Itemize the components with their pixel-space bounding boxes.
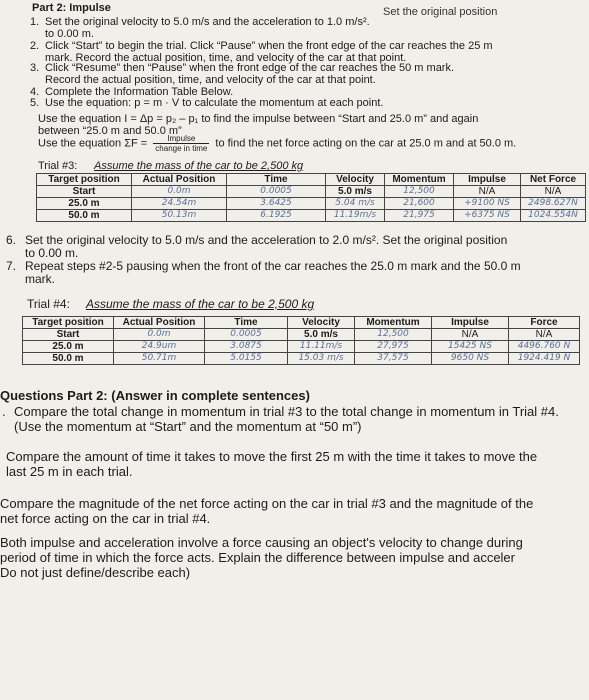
cell-target: Start [23,329,114,341]
force-equation-suffix: to find the net force acting on the car at 25.0 m and at 50.0 m. [215,137,517,150]
instruction-3-line1: Click “Resume” then “Pause” when the front edge of the car reaches the 50 m mark. [45,62,455,74]
cell-actual: 0.0m [114,329,205,341]
cell-impulse: N/A [454,186,521,198]
cell-impulse: 9650 NS [432,353,509,365]
step-7-line1: Repeat steps #2-5 pausing when the front of the car reaches the 25.0 m mark and the 50.0 m [25,259,521,273]
cell-actual: 24.9um [114,341,205,353]
cell-momentum: 37,575 [355,353,432,365]
cell-impulse: N/A [432,329,509,341]
question-2-line2: last 25 m in each trial. [6,464,133,479]
question-1-bullet: . [2,404,6,419]
impulse-equation-line1: Use the equation I = Δp = p₂ – p₁ to find the impulse between “Start and 25.0 m” and again [38,113,479,125]
cell-impulse: 15425 NS [432,341,509,353]
step-7-line2: mark. [25,272,55,286]
table-header-row [23,317,580,329]
cell-momentum: 21,600 [385,198,454,210]
instruction-2-line2: mark. Record the actual position, time, and velocity of the car at that point. [45,52,407,64]
cell-time: 3.6425 [227,198,326,210]
table-row [37,186,586,198]
header-right-text: Set the original position [383,6,498,18]
instruction-2-line1: Click “Start” to begin the trial. Click “Pause” when the front edge of the car reaches the 25 m [45,40,493,52]
cell-force: 4496.760 N [509,341,580,353]
cell-time: 0.0005 [227,186,326,198]
question-4-line3: Do not just define/describe each) [0,565,191,580]
header-net-force: Net Force [521,174,586,186]
instruction-1-line1: Set the original velocity to 5.0 m/s and the acceleration to 1.0 m/s². [45,16,370,28]
cell-momentum: 27,975 [355,341,432,353]
cell-momentum: 12,500 [355,329,432,341]
trial3-assume: Assume the mass of the car to be 2,500 kg [94,160,304,172]
cell-velocity: 5.04 m/s [326,198,385,210]
cell-actual: 24.54m [132,198,227,210]
instruction-3-line2: Record the actual position, time, and velocity of the car at that point. [45,74,376,86]
impulse-equation-line2: between “25.0 m and 50.0 m” [38,125,182,137]
cell-net-force: N/A [521,186,586,198]
cell-velocity: 11.19m/s [326,210,385,222]
cell-impulse: +9100 NS [454,198,521,210]
step-7-num: 7. [6,259,17,273]
cell-force: 1924.419 N [509,353,580,365]
header-momentum: Momentum [355,317,432,329]
instruction-1-line2: to 0.00 m. [45,28,94,40]
force-fraction-denominator: change in time [155,144,208,153]
table-row [37,210,586,222]
header-force: Force [509,317,580,329]
cell-velocity: 11.11m/s [288,341,355,353]
cell-actual: 0.0m [132,186,227,198]
cell-net-force: 2498.627N [521,198,586,210]
header-actual-position: Actual Position [132,174,227,186]
force-fraction-numerator: Impulse [153,134,209,144]
trial4-table [22,316,580,365]
trial3-table [36,173,586,222]
step-6-num: 6. [6,233,17,247]
cell-actual: 50.13m [132,210,227,222]
header-time: Time [227,174,326,186]
question-2-line1: Compare the amount of time it takes to move the first 25 m with the time it takes to move the [6,449,538,464]
table-row [23,353,580,365]
header-momentum: Momentum [385,174,454,186]
step-6-line2: to 0.00 m. [25,246,79,260]
trial3-label: Trial #3: [38,160,78,172]
cell-target: 25.0 m [23,341,114,353]
step-6-line1: Set the original velocity to 5.0 m/s and the acceleration to 2.0 m/s². Set the original position [25,233,508,247]
header-target-position: Target position [23,317,114,329]
cell-time: 5.0155 [205,353,288,365]
cell-target: 25.0 m [37,198,132,210]
force-equation [38,134,516,153]
cell-velocity: 15.03 m/s [288,353,355,365]
questions-heading: Questions Part 2: (Answer in complete sentences) [0,388,310,403]
header-impulse: Impulse [454,174,521,186]
trial4-assume: Assume the mass of the car to be 2,500 kg [86,297,315,311]
cell-velocity: 5.0 m/s [288,329,355,341]
cell-time: 3.0875 [205,341,288,353]
cell-impulse: +6375 NS [454,210,521,222]
cell-time: 0.0005 [205,329,288,341]
instruction-4-num: 4. [30,86,40,98]
question-3-line2: net force acting on the car in trial #4. [0,511,211,526]
question-3-line1: Compare the magnitude of the net force acting on the car in trial #3 and the magnitude of the [0,496,534,511]
cell-net-force: 1024.554N [521,210,586,222]
force-fraction [153,134,209,153]
cell-time: 6.1925 [227,210,326,222]
table-header-row [37,174,586,186]
header-impulse: Impulse [432,317,509,329]
header-target-position: Target position [37,174,132,186]
header-velocity: Velocity [326,174,385,186]
instruction-5-num: 5. [30,97,40,109]
instruction-2-num: 2. [30,40,40,52]
instruction-5-line1: Use the equation: p = m · V to calculate the momentum at each point. [45,97,384,109]
cell-target: 50.0 m [37,210,132,222]
cell-actual: 50.71m [114,353,205,365]
cell-force: N/A [509,329,580,341]
cell-target: 50.0 m [23,353,114,365]
part-title: Part 2: Impulse [32,2,111,14]
trial4-label: Trial #4: [27,297,70,311]
cell-momentum: 21,975 [385,210,454,222]
header-time: Time [205,317,288,329]
question-1-line1: Compare the total change in momentum in trial #3 to the total change in momentum in Trial #4. [14,404,559,419]
cell-momentum: 12,500 [385,186,454,198]
table-row [37,198,586,210]
question-4-line2: period of time in which the force acts. Explain the difference between impulse and acceler [0,550,515,565]
question-1-line2: (Use the momentum at “Start” and the momentum at “50 m”) [14,419,362,434]
header-velocity: Velocity [288,317,355,329]
question-4-line1: Both impulse and acceleration involve a force causing an object's velocity to change during [0,535,523,550]
header-actual-position: Actual Position [114,317,205,329]
table-row [23,341,580,353]
cell-target: Start [37,186,132,198]
instruction-4-line1: Complete the Information Table Below. [45,86,234,98]
force-equation-prefix: Use the equation ΣF = [38,137,148,150]
table-row [23,329,580,341]
cell-velocity: 5.0 m/s [326,186,385,198]
instruction-3-num: 3. [30,62,40,74]
instruction-1-num: 1. [30,16,40,28]
